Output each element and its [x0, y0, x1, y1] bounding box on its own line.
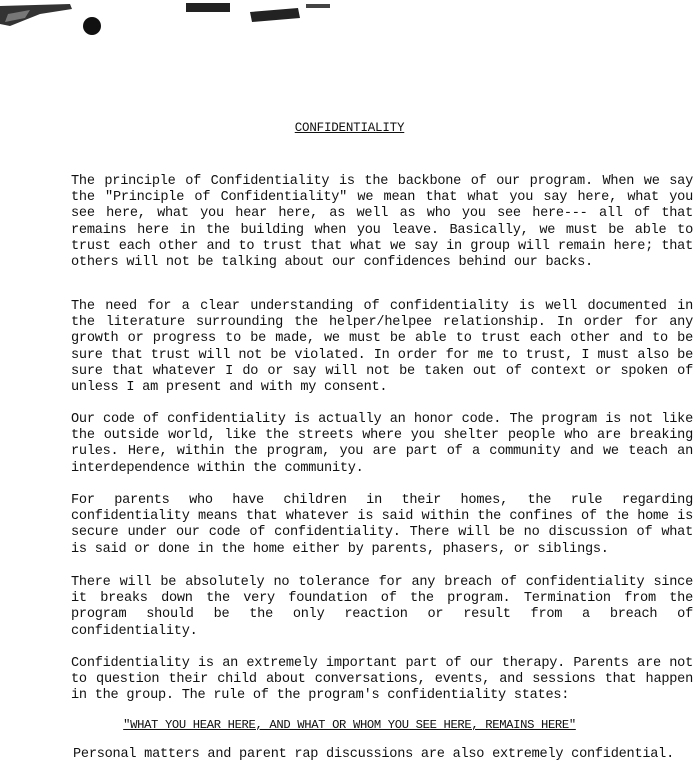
- scan-mark-center: [186, 3, 230, 12]
- paragraph-6: Confidentiality is an extremely important part of our therapy. Parents are not to question their child about conversations, events, and sessions that happen in the group. The rule of the program's confidentiality states:: [71, 656, 693, 704]
- page-title: CONFIDENTIALITY: [294, 121, 405, 135]
- scan-mark-right: [250, 8, 300, 22]
- scan-artifacts: [0, 0, 699, 40]
- paragraph-3: Our code of confidentiality is actually an honor code. The program is not like the outside world, like the streets where you shelter people who are breaking rules. Here, within the program, you are part of a community and we teach an interdependence within the community.: [71, 412, 693, 476]
- paragraph-2: The need for a clear understanding of confidentiality is well documented in the literature surrounding the helper/helpee relationship. In order for any growth or progress to be made, we must be able to trust each other and to be sure that trust will not be violated. In order for me to trust, I must also be sure that whatever I do or say will not be taken out of context or spoken of unless I am present and with my consent.: [71, 299, 693, 396]
- paragraph-1: The principle of Confidentiality is the backbone of our program. When we say the "Principle of Confidentiality" we mean that what you say here, what you see here, what you hear here, as well as who you see here--- all of that remains here in the building when you leave. Basically, we must be able to trust each other and to trust that what we say in group will remain here; that others will not be talking about our confidences behind our backs.: [71, 174, 693, 271]
- rule-quote: "WHAT YOU HEAR HERE, AND WHAT OR WHOM YOU SEE HERE, REMAINS HERE": [123, 718, 576, 732]
- scan-mark-right-thin: [306, 4, 330, 8]
- scan-smudge-dot: [83, 17, 101, 35]
- paragraph-4: For parents who have children in their homes, the rule regarding confidentiality means that whatever is said within the confines of the home is secure under our code of confidentiality. There will be no discussion of what is said or done in the home either by parents, phasers, or siblings.: [71, 493, 693, 557]
- closing-line: Personal matters and parent rap discussions are also extremely confidential.: [73, 747, 674, 762]
- paragraph-5: There will be absolutely no tolerance for any breach of confidentiality since it breaks down the very foundation of the program. Termination from the program should be the only reaction or result from a breach of confidentiality.: [71, 575, 693, 639]
